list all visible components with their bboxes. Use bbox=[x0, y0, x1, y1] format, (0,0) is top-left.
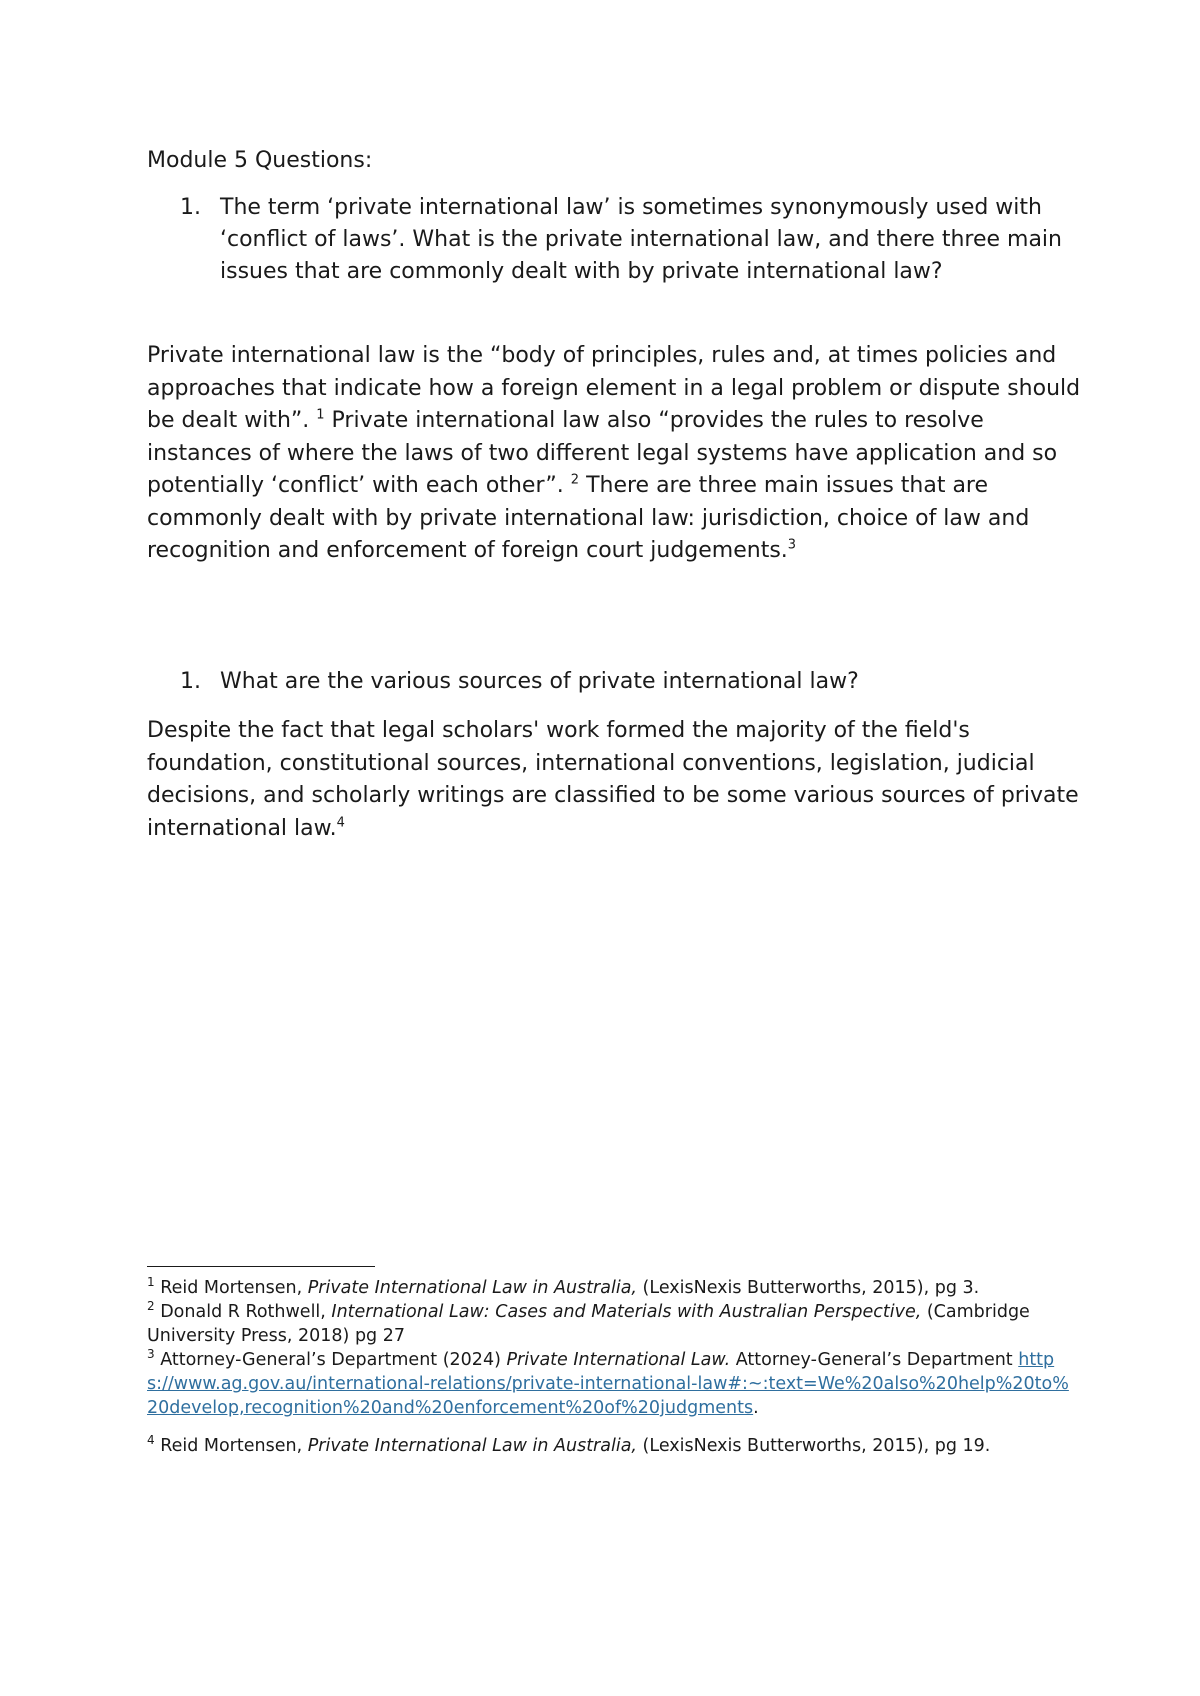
footnote-title: Private International Law in Australia, bbox=[307, 1436, 637, 1456]
footnote-title: International Law: Cases and Materials with Australian Perspective, bbox=[331, 1302, 922, 1322]
footnote-text: (LexisNexis Butterworths, 2015), pg 19. bbox=[636, 1436, 991, 1456]
question-item bbox=[180, 666, 1080, 698]
footnote-text: Attorney-General’s Department (2024) bbox=[154, 1350, 507, 1370]
footnote-reference[interactable]: 2 bbox=[570, 472, 580, 488]
footnote-mark: 1 bbox=[147, 1275, 155, 1290]
question-number: 1. bbox=[180, 669, 201, 694]
answer-text: Despite the fact that legal scholars' work formed the majority of the field's foundation, constitutional sources, international conventions, legislation, judicial decisions, and scholarly writings are classified to be some various sources of private international law. bbox=[147, 718, 1079, 841]
footnote-reference[interactable]: 3 bbox=[787, 537, 797, 553]
question-number: 1. bbox=[180, 195, 201, 220]
answer-paragraph bbox=[147, 715, 1087, 845]
footnote-title: Private International Law. bbox=[506, 1350, 731, 1370]
footnote-reference[interactable]: 1 bbox=[316, 407, 325, 423]
footnote-text: Reid Mortensen, bbox=[154, 1436, 308, 1456]
footnote bbox=[147, 1276, 1077, 1300]
footnote-mark: 4 bbox=[147, 1433, 155, 1448]
footnote bbox=[147, 1300, 1077, 1348]
footnote-text: Attorney-General’s Department bbox=[730, 1350, 1019, 1370]
page-title: Module 5 Questions: bbox=[147, 148, 373, 173]
question-item bbox=[180, 192, 1080, 288]
footnote-text: (Cambridge University Press, 2018) pg 27 bbox=[147, 1302, 1030, 1346]
footnote-text: . bbox=[753, 1398, 759, 1418]
answer-text: Private international law is the “body of principles, rules and, at times policies and approaches that indicate how a foreign element in a legal problem or dispute should be dealt with”. bbox=[147, 343, 1081, 433]
footnotes-section bbox=[147, 1276, 1077, 1458]
footnote-mark: 3 bbox=[147, 1347, 155, 1362]
footnote-separator bbox=[147, 1266, 375, 1267]
footnote-title: Private International Law in Australia, bbox=[307, 1278, 637, 1298]
answer-paragraph bbox=[147, 340, 1087, 568]
footnote-link[interactable]: https://www.ag.gov.au/international-relations/private-international-law#:~:text=We%20also%20help%20to%20develop,recognition%20and%20enforcement%20of%20judgments bbox=[147, 1350, 1069, 1418]
footnote bbox=[147, 1348, 1077, 1420]
question-text: The term ‘private international law’ is sometimes synonymously used with ‘conflict of laws’. What is the private international law, and there three main issues that are commonly dealt with by private international law? bbox=[220, 195, 1062, 284]
answer-text: There are three main issues that are commonly dealt with by private international law: jurisdiction, choice of law and recognition and enforcement of foreign court judgements. bbox=[147, 473, 1030, 563]
footnote-reference[interactable]: 4 bbox=[336, 815, 345, 831]
answer-text: Private international law also “provides the rules to resolve instances of where the laws of two different legal systems have application and so potentially ‘conflict’ with each other”. bbox=[147, 408, 1058, 498]
footnote-text: (LexisNexis Butterworths, 2015), pg 3. bbox=[636, 1278, 980, 1298]
footnote-text: Reid Mortensen, bbox=[154, 1278, 308, 1298]
footnote-text: Donald R Rothwell, bbox=[154, 1302, 332, 1322]
question-text: What are the various sources of private international law? bbox=[220, 669, 859, 694]
footnote bbox=[147, 1434, 1077, 1458]
footnote-mark: 2 bbox=[147, 1299, 155, 1314]
